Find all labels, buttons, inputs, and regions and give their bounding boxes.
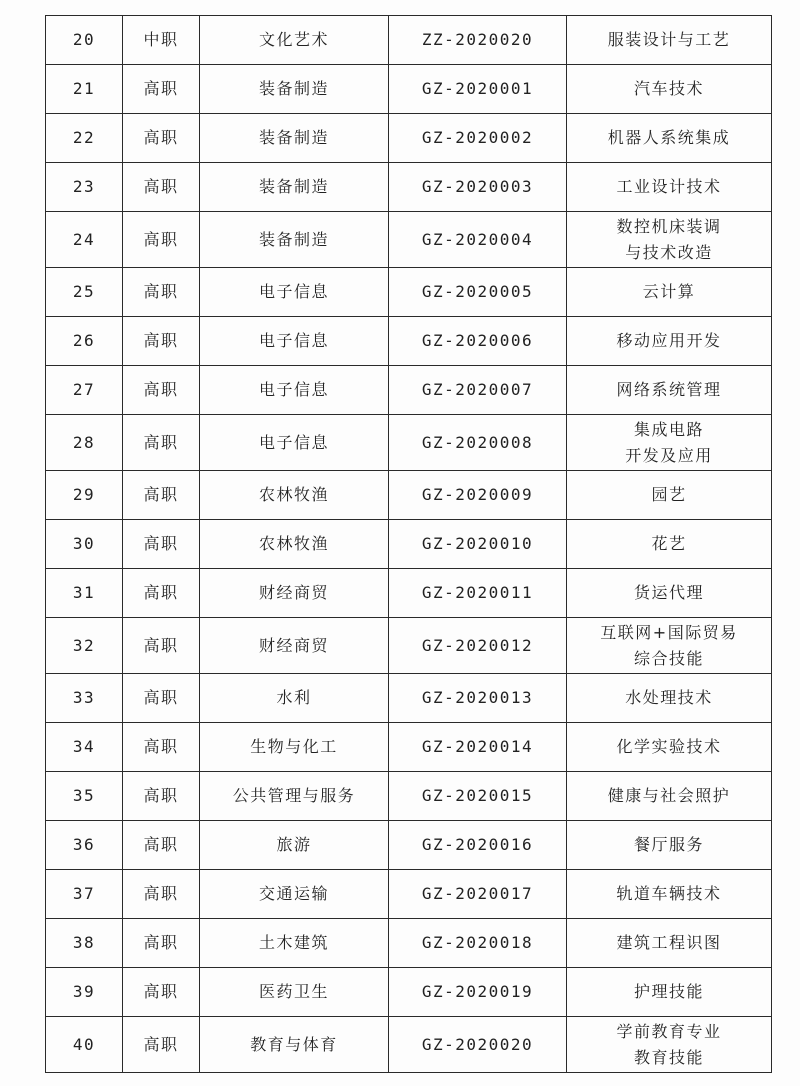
row-number-cell: 23 (46, 163, 123, 212)
table-body (46, 16, 772, 1073)
project-name-cell (567, 471, 772, 520)
row-number-cell: 40 (46, 1017, 123, 1073)
table-row (46, 212, 772, 268)
level-cell: 高职 (123, 520, 200, 569)
project-name-line: 工业设计技术 (616, 177, 722, 196)
level-cell: 高职 (123, 114, 200, 163)
project-name-cell (567, 16, 772, 65)
code-cell: GZ-2020003 (389, 163, 567, 212)
project-name-line: 云计算 (642, 282, 696, 301)
category-cell: 交通运输 (200, 870, 389, 919)
project-name-line: 教育技能 (633, 1047, 704, 1067)
table-row (46, 919, 772, 968)
project-name-cell (567, 268, 772, 317)
level-cell: 高职 (123, 968, 200, 1017)
project-name-line: 与技术改造 (625, 242, 713, 262)
category-cell: 装备制造 (200, 65, 389, 114)
table-row (46, 163, 772, 212)
category-cell: 装备制造 (200, 114, 389, 163)
row-number-cell: 25 (46, 268, 123, 317)
table-row (46, 821, 772, 870)
category-cell: 土木建筑 (200, 919, 389, 968)
project-name-line: 化学实验技术 (616, 737, 722, 756)
row-number-cell: 30 (46, 520, 123, 569)
table-row (46, 569, 772, 618)
code-cell: GZ-2020014 (389, 723, 567, 772)
project-name-cell (567, 618, 772, 674)
category-cell: 生物与化工 (200, 723, 389, 772)
code-cell: GZ-2020019 (389, 968, 567, 1017)
project-name-line: 集成电路 (633, 419, 704, 439)
code-cell: GZ-2020011 (389, 569, 567, 618)
code-cell: GZ-2020013 (389, 674, 567, 723)
level-cell: 高职 (123, 723, 200, 772)
code-cell: GZ-2020018 (389, 919, 567, 968)
table-row (46, 520, 772, 569)
project-name-line: 建筑工程识图 (616, 933, 722, 952)
project-name-line: 货运代理 (633, 583, 704, 602)
row-number-cell: 28 (46, 415, 123, 471)
project-name-line: 健康与社会照护 (607, 786, 731, 805)
category-cell: 电子信息 (200, 317, 389, 366)
level-cell: 高职 (123, 569, 200, 618)
project-name-cell (567, 317, 772, 366)
row-number-cell: 36 (46, 821, 123, 870)
level-cell: 高职 (123, 821, 200, 870)
level-cell: 高职 (123, 1017, 200, 1073)
code-cell: GZ-2020015 (389, 772, 567, 821)
level-cell: 高职 (123, 772, 200, 821)
level-cell: 高职 (123, 317, 200, 366)
project-name-cell (567, 569, 772, 618)
project-name-cell (567, 1017, 772, 1073)
row-number-cell: 27 (46, 366, 123, 415)
project-name-cell (567, 723, 772, 772)
code-cell: GZ-2020017 (389, 870, 567, 919)
table-row (46, 65, 772, 114)
row-number-cell: 29 (46, 471, 123, 520)
project-name-line: 综合技能 (633, 648, 704, 668)
row-number-cell: 22 (46, 114, 123, 163)
project-name-line: 学前教育专业 (616, 1021, 722, 1041)
project-name-line: 机器人系统集成 (607, 128, 731, 147)
category-cell: 电子信息 (200, 268, 389, 317)
project-name-cell (567, 968, 772, 1017)
project-name-line: 水处理技术 (625, 688, 713, 707)
competition-table (45, 15, 772, 1073)
project-name-cell (567, 520, 772, 569)
code-cell: GZ-2020020 (389, 1017, 567, 1073)
project-name-line: 开发及应用 (625, 445, 713, 465)
project-name-line: 轨道车辆技术 (616, 884, 722, 903)
table-row (46, 618, 772, 674)
level-cell: 高职 (123, 919, 200, 968)
level-cell: 中职 (123, 16, 200, 65)
row-number-cell: 24 (46, 212, 123, 268)
row-number-cell: 21 (46, 65, 123, 114)
level-cell: 高职 (123, 268, 200, 317)
row-number-cell: 35 (46, 772, 123, 821)
table-row (46, 968, 772, 1017)
table-row (46, 471, 772, 520)
code-cell: GZ-2020002 (389, 114, 567, 163)
code-cell: GZ-2020008 (389, 415, 567, 471)
category-cell: 医药卫生 (200, 968, 389, 1017)
table-row (46, 870, 772, 919)
project-name-line: 服装设计与工艺 (607, 30, 731, 49)
code-cell: ZZ-2020020 (389, 16, 567, 65)
table-row (46, 1017, 772, 1073)
row-number-cell: 26 (46, 317, 123, 366)
table-row (46, 366, 772, 415)
category-cell: 财经商贸 (200, 618, 389, 674)
table-row (46, 114, 772, 163)
table-row (46, 317, 772, 366)
project-name-line: 汽车技术 (633, 79, 704, 98)
row-number-cell: 37 (46, 870, 123, 919)
project-name-cell (567, 415, 772, 471)
category-cell: 装备制造 (200, 163, 389, 212)
code-cell: GZ-2020009 (389, 471, 567, 520)
row-number-cell: 38 (46, 919, 123, 968)
project-name-line: 护理技能 (633, 982, 704, 1001)
row-number-cell: 20 (46, 16, 123, 65)
category-cell: 装备制造 (200, 212, 389, 268)
project-name-line: 数控机床装调 (616, 216, 722, 236)
level-cell: 高职 (123, 163, 200, 212)
project-name-cell (567, 919, 772, 968)
project-name-cell (567, 366, 772, 415)
project-name-cell (567, 65, 772, 114)
level-cell: 高职 (123, 65, 200, 114)
row-number-cell: 39 (46, 968, 123, 1017)
project-name-cell (567, 674, 772, 723)
table-row (46, 772, 772, 821)
level-cell: 高职 (123, 674, 200, 723)
row-number-cell: 34 (46, 723, 123, 772)
category-cell: 教育与体育 (200, 1017, 389, 1073)
table-row (46, 268, 772, 317)
project-name-cell (567, 114, 772, 163)
level-cell: 高职 (123, 415, 200, 471)
project-name-cell (567, 821, 772, 870)
project-name-line: 互联网+国际贸易 (600, 622, 738, 642)
code-cell: GZ-2020001 (389, 65, 567, 114)
code-cell: GZ-2020016 (389, 821, 567, 870)
category-cell: 公共管理与服务 (200, 772, 389, 821)
project-name-cell (567, 163, 772, 212)
category-cell: 水利 (200, 674, 389, 723)
category-cell: 电子信息 (200, 415, 389, 471)
project-name-line: 网络系统管理 (616, 380, 722, 399)
code-cell: GZ-2020004 (389, 212, 567, 268)
project-name-line: 园艺 (651, 485, 687, 504)
code-cell: GZ-2020012 (389, 618, 567, 674)
category-cell: 农林牧渔 (200, 471, 389, 520)
code-cell: GZ-2020005 (389, 268, 567, 317)
project-name-cell (567, 212, 772, 268)
level-cell: 高职 (123, 870, 200, 919)
row-number-cell: 31 (46, 569, 123, 618)
code-cell: GZ-2020006 (389, 317, 567, 366)
category-cell: 农林牧渔 (200, 520, 389, 569)
code-cell: GZ-2020010 (389, 520, 567, 569)
category-cell: 电子信息 (200, 366, 389, 415)
level-cell: 高职 (123, 471, 200, 520)
row-number-cell: 32 (46, 618, 123, 674)
category-cell: 财经商贸 (200, 569, 389, 618)
project-name-cell (567, 870, 772, 919)
table-row (46, 723, 772, 772)
category-cell: 文化艺术 (200, 16, 389, 65)
level-cell: 高职 (123, 618, 200, 674)
project-name-line: 移动应用开发 (616, 331, 722, 350)
row-number-cell: 33 (46, 674, 123, 723)
category-cell: 旅游 (200, 821, 389, 870)
project-name-cell (567, 772, 772, 821)
table-row (46, 16, 772, 65)
level-cell: 高职 (123, 212, 200, 268)
level-cell: 高职 (123, 366, 200, 415)
code-cell: GZ-2020007 (389, 366, 567, 415)
table-row (46, 415, 772, 471)
project-name-line: 餐厅服务 (633, 835, 704, 854)
table-row (46, 674, 772, 723)
project-name-line: 花艺 (651, 534, 687, 553)
